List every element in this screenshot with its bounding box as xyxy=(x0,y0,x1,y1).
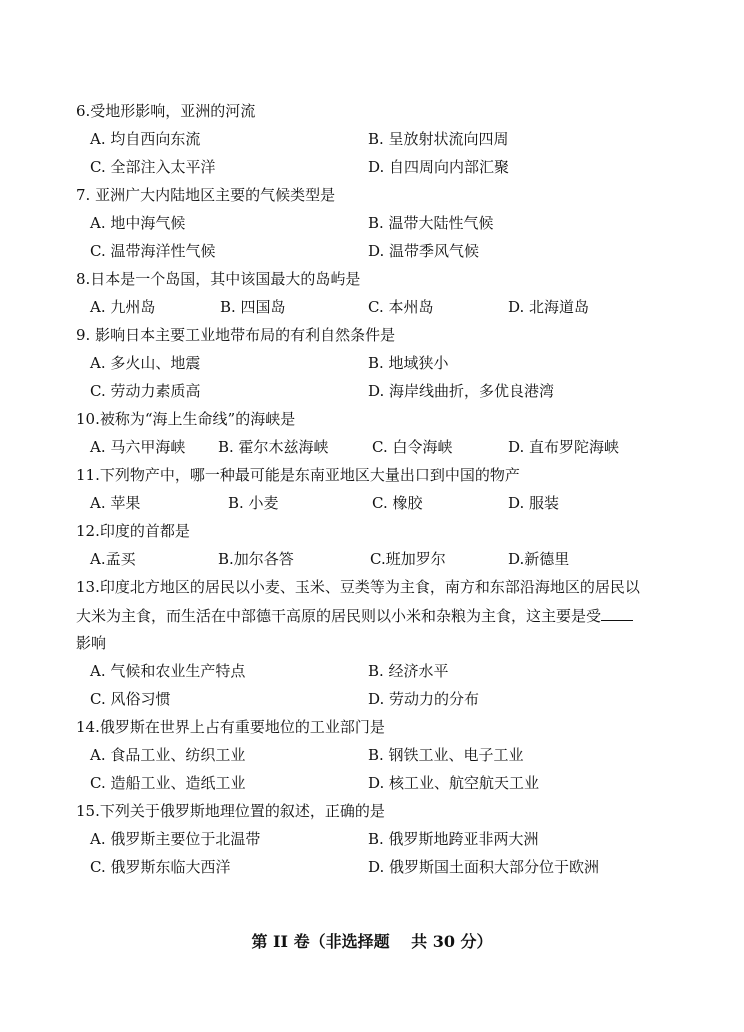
question-13-stem-line-1: 13.印度北方地区的居民以小麦、玉米、豆类等为主食，南方和东部沿海地区的居民以 xyxy=(76,578,640,596)
question-15-option-b: B. 俄罗斯地跨亚非两大洲 xyxy=(368,830,539,848)
question-12-option-c: C.班加罗尔 xyxy=(370,550,446,568)
question-8-stem: 8.日本是一个岛国，其中该国最大的岛屿是 xyxy=(76,270,361,288)
question-14-option-c: C. 造船工业、造纸工业 xyxy=(90,774,246,792)
question-12-option-d: D.新德里 xyxy=(508,550,570,568)
question-10-option-b: B. 霍尔木兹海峡 xyxy=(218,438,329,456)
question-15-option-c: C. 俄罗斯东临大西洋 xyxy=(90,858,231,876)
question-13-stem-line-2 xyxy=(76,606,633,625)
question-8-option-d: D. 北海道岛 xyxy=(508,298,590,316)
question-6-option-b: B. 呈放射状流向四周 xyxy=(368,130,509,148)
question-14-stem: 14.俄罗斯在世界上占有重要地位的工业部门是 xyxy=(76,718,385,736)
section-title: 第 II 卷（非选择题 共 30 分） xyxy=(251,932,493,951)
question-14-option-a: A. 食品工业、纺织工业 xyxy=(90,746,246,764)
question-7-option-d: D. 温带季风气候 xyxy=(368,242,480,260)
question-11-option-b: B. 小麦 xyxy=(228,494,279,512)
question-9-option-a: A. 多火山、地震 xyxy=(90,354,201,372)
question-14-option-b: B. 钢铁工业、电子工业 xyxy=(368,746,524,764)
question-15-option-a: A. 俄罗斯主要位于北温带 xyxy=(90,830,261,848)
question-11-option-d: D. 服装 xyxy=(508,494,560,512)
question-8-option-a: A. 九州岛 xyxy=(90,298,156,316)
question-13-option-a: A. 气候和农业生产特点 xyxy=(90,662,246,680)
answer-blank xyxy=(601,606,633,621)
question-11-stem: 11.下列物产中，哪一种最可能是东南亚地区大量出口到中国的物产 xyxy=(76,466,520,484)
question-11-option-c: C. 橡胶 xyxy=(372,494,423,512)
question-13-option-b: B. 经济水平 xyxy=(368,662,449,680)
question-9-option-b: B. 地域狭小 xyxy=(368,354,449,372)
question-9-stem: 9. 影响日本主要工业地带布局的有利自然条件是 xyxy=(76,326,396,344)
question-13-option-c: C. 风俗习惯 xyxy=(90,690,171,708)
question-11-option-a: A. 苹果 xyxy=(90,494,141,512)
question-7-stem: 7. 亚洲广大内陆地区主要的气候类型是 xyxy=(76,186,336,204)
question-13-stem-line-3: 影响 xyxy=(76,634,107,652)
question-15-stem: 15.下列关于俄罗斯地理位置的叙述，正确的是 xyxy=(76,802,385,820)
question-6-stem: 6.受地形影响，亚洲的河流 xyxy=(76,102,256,120)
question-9-option-c: C. 劳动力素质高 xyxy=(90,382,201,400)
question-12-stem: 12.印度的首都是 xyxy=(76,522,190,540)
question-9-option-d: D. 海岸线曲折，多优良港湾 xyxy=(368,382,555,400)
question-8-option-c: C. 本州岛 xyxy=(368,298,434,316)
question-14-option-d: D. 核工业、航空航天工业 xyxy=(368,774,540,792)
question-10-stem: 10.被称为“海上生命线”的海峡是 xyxy=(76,410,296,428)
question-12-option-b: B.加尔各答 xyxy=(218,550,294,568)
question-7-option-c: C. 温带海洋性气候 xyxy=(90,242,216,260)
question-7-option-b: B. 温带大陆性气候 xyxy=(368,214,494,232)
question-13-stem-line-2-text: 大米为主食，而生活在中部德干高原的居民则以小米和杂粮为主食，这主要是受 xyxy=(76,607,602,625)
question-12-option-a: A.孟买 xyxy=(90,550,136,568)
question-6-option-c: C. 全部注入太平洋 xyxy=(90,158,216,176)
question-15-option-d: D. 俄罗斯国土面积大部分位于欧洲 xyxy=(368,858,600,876)
question-7-option-a: A. 地中海气候 xyxy=(90,214,186,232)
question-6-option-d: D. 自四周向内部汇聚 xyxy=(368,158,510,176)
question-6-option-a: A. 均自西向东流 xyxy=(90,130,201,148)
question-10-option-d: D. 直布罗陀海峡 xyxy=(508,438,620,456)
question-8-option-b: B. 四国岛 xyxy=(220,298,286,316)
question-13-option-d: D. 劳动力的分布 xyxy=(368,690,480,708)
question-10-option-a: A. 马六甲海峡 xyxy=(90,438,186,456)
question-10-option-c: C. 白令海峡 xyxy=(372,438,453,456)
